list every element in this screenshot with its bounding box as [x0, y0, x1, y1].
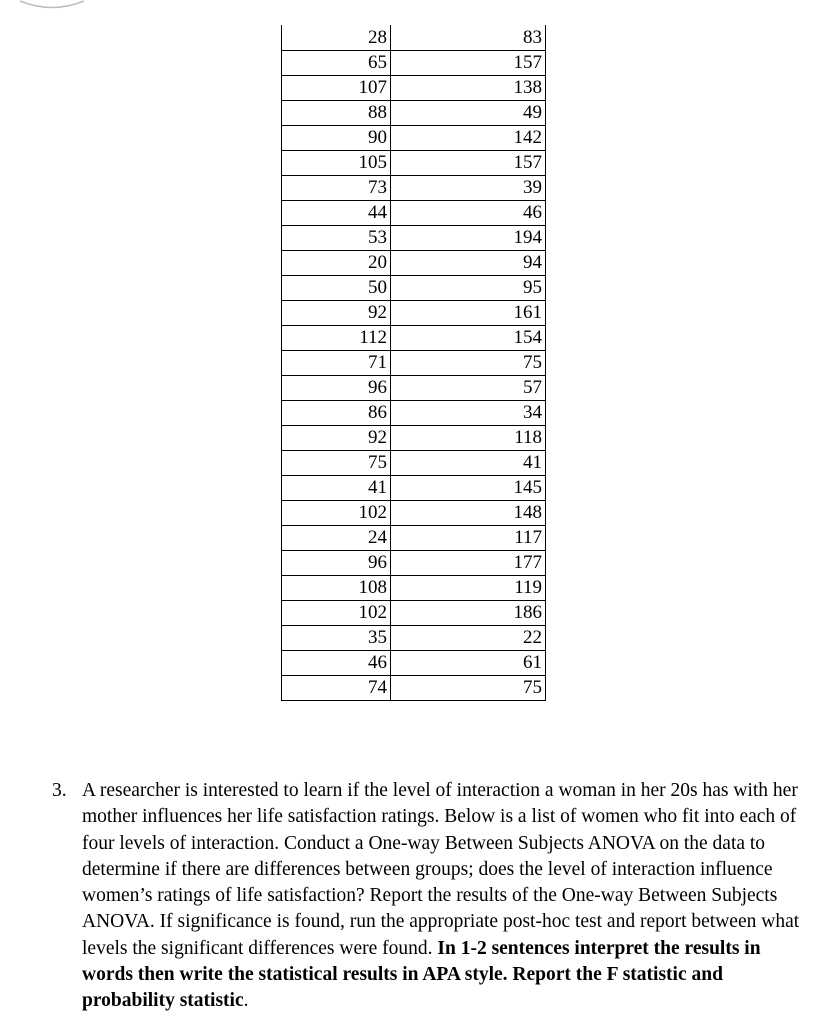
table-cell-col-2: 94	[391, 250, 546, 275]
table-cell-col-1: 71	[282, 350, 391, 375]
table-cell-col-2: 154	[391, 325, 546, 350]
table-cell-col-2: 161	[391, 300, 546, 325]
table-cell-col-2: 75	[391, 350, 546, 375]
table-row	[282, 325, 546, 350]
table-cell-col-1: 28	[282, 25, 391, 50]
table-cell-col-1: 90	[282, 125, 391, 150]
question-number: 3.	[52, 780, 67, 801]
table-cell-col-1: 65	[282, 50, 391, 75]
table-row	[282, 150, 546, 175]
table-cell-col-2: 49	[391, 100, 546, 125]
table-cell-col-1: 44	[282, 200, 391, 225]
table-cell-col-1: 107	[282, 75, 391, 100]
data-table-body	[282, 25, 546, 700]
table-cell-col-2: 41	[391, 450, 546, 475]
table-row	[282, 100, 546, 125]
page-corner-arc	[0, 0, 90, 14]
table-cell-col-1: 74	[282, 675, 391, 700]
table-cell-col-2: 119	[391, 575, 546, 600]
table-row	[282, 575, 546, 600]
table-row	[282, 550, 546, 575]
table-row	[282, 350, 546, 375]
table-row	[282, 250, 546, 275]
table-row	[282, 200, 546, 225]
table-cell-col-2: 95	[391, 275, 546, 300]
table-cell-col-1: 24	[282, 525, 391, 550]
table-cell-col-2: 118	[391, 425, 546, 450]
question-end-text: .	[243, 990, 249, 1012]
table-row	[282, 375, 546, 400]
table-row	[282, 675, 546, 700]
table-row	[282, 650, 546, 675]
table-cell-col-1: 50	[282, 275, 391, 300]
question-3	[52, 778, 812, 1015]
table-cell-col-2: 57	[391, 375, 546, 400]
table-cell-col-1: 46	[282, 650, 391, 675]
question-body	[82, 778, 812, 1015]
table-cell-col-1: 102	[282, 600, 391, 625]
table-row	[282, 450, 546, 475]
table-cell-col-2: 157	[391, 150, 546, 175]
table-cell-col-2: 75	[391, 675, 546, 700]
table-cell-col-1: 112	[282, 325, 391, 350]
table-cell-col-2: 61	[391, 650, 546, 675]
table-cell-col-1: 88	[282, 100, 391, 125]
table-cell-col-2: 138	[391, 75, 546, 100]
table-row	[282, 425, 546, 450]
data-table	[281, 25, 546, 701]
table-cell-col-1: 35	[282, 625, 391, 650]
table-cell-col-2: 177	[391, 550, 546, 575]
table-cell-col-1: 41	[282, 475, 391, 500]
table-cell-col-2: 194	[391, 225, 546, 250]
table-cell-col-1: 73	[282, 175, 391, 200]
table-cell-col-1: 105	[282, 150, 391, 175]
table-row	[282, 50, 546, 75]
table-row	[282, 125, 546, 150]
question-bold-instruction: In 1-2 sentences interpret the results in words then write the statistical results in APA style. Report the F statistic and probability statistic	[82, 937, 761, 1012]
table-row	[282, 625, 546, 650]
table-cell-col-2: 157	[391, 50, 546, 75]
table-cell-col-1: 75	[282, 450, 391, 475]
table-cell-col-1: 108	[282, 575, 391, 600]
table-cell-col-2: 142	[391, 125, 546, 150]
table-cell-col-2: 186	[391, 600, 546, 625]
table-cell-col-2: 46	[391, 200, 546, 225]
table-row	[282, 600, 546, 625]
table-cell-col-1: 102	[282, 500, 391, 525]
table-cell-col-2: 148	[391, 500, 546, 525]
table-cell-col-1: 92	[282, 300, 391, 325]
table-row	[282, 75, 546, 100]
table-cell-col-1: 92	[282, 425, 391, 450]
table-row	[282, 500, 546, 525]
table-cell-col-1: 86	[282, 400, 391, 425]
table-cell-col-2: 39	[391, 175, 546, 200]
table-cell-col-2: 34	[391, 400, 546, 425]
table-row	[282, 525, 546, 550]
table-cell-col-1: 20	[282, 250, 391, 275]
table-row	[282, 400, 546, 425]
table-cell-col-1: 96	[282, 375, 391, 400]
table-cell-col-1: 53	[282, 225, 391, 250]
table-row	[282, 275, 546, 300]
table-cell-col-2: 145	[391, 475, 546, 500]
table-cell-col-2: 83	[391, 25, 546, 50]
table-row	[282, 25, 546, 50]
table-cell-col-2: 117	[391, 525, 546, 550]
table-row	[282, 225, 546, 250]
table-row	[282, 175, 546, 200]
question-text: A researcher is interested to learn if the level of interaction a woman in her 20s has with her mother influences her life satisfaction ratings. Below is a list of women who fit into each of four levels of interaction. Conduct a One-way Between Subjects ANOVA on the data to determine if there are differences between groups; does the level of interaction influence women’s ratings of life satisfaction? Report the results of the One-way Between Subjects ANOVA. If significance is found, run the appropriate post-hoc test and report between what levels the significant differences were found.	[82, 780, 800, 959]
table-row	[282, 300, 546, 325]
table-cell-col-1: 96	[282, 550, 391, 575]
table-row	[282, 475, 546, 500]
table-cell-col-2: 22	[391, 625, 546, 650]
